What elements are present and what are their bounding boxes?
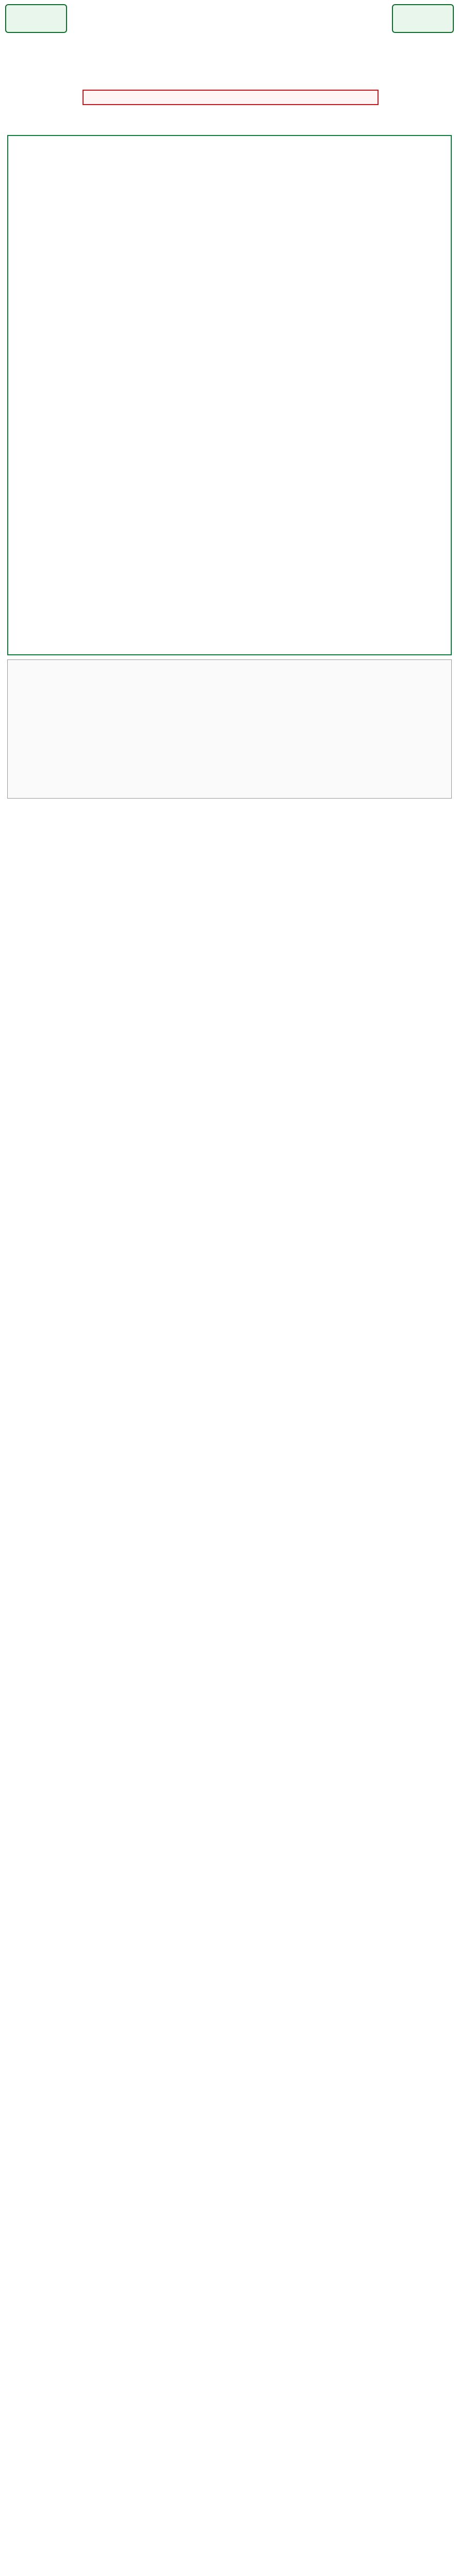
ad-title (93, 4, 366, 19)
conditions-box (7, 659, 452, 799)
stamp-badge-right (392, 4, 454, 33)
ad-subtitle (103, 20, 356, 31)
newspaper-banner (83, 90, 379, 105)
property-listings (0, 804, 459, 2576)
ad-header (0, 0, 459, 129)
ad-extra-text (10, 107, 449, 127)
provincial-notice (7, 135, 452, 655)
ad-intro-text (10, 37, 449, 89)
stamp-badge-left (5, 4, 67, 33)
